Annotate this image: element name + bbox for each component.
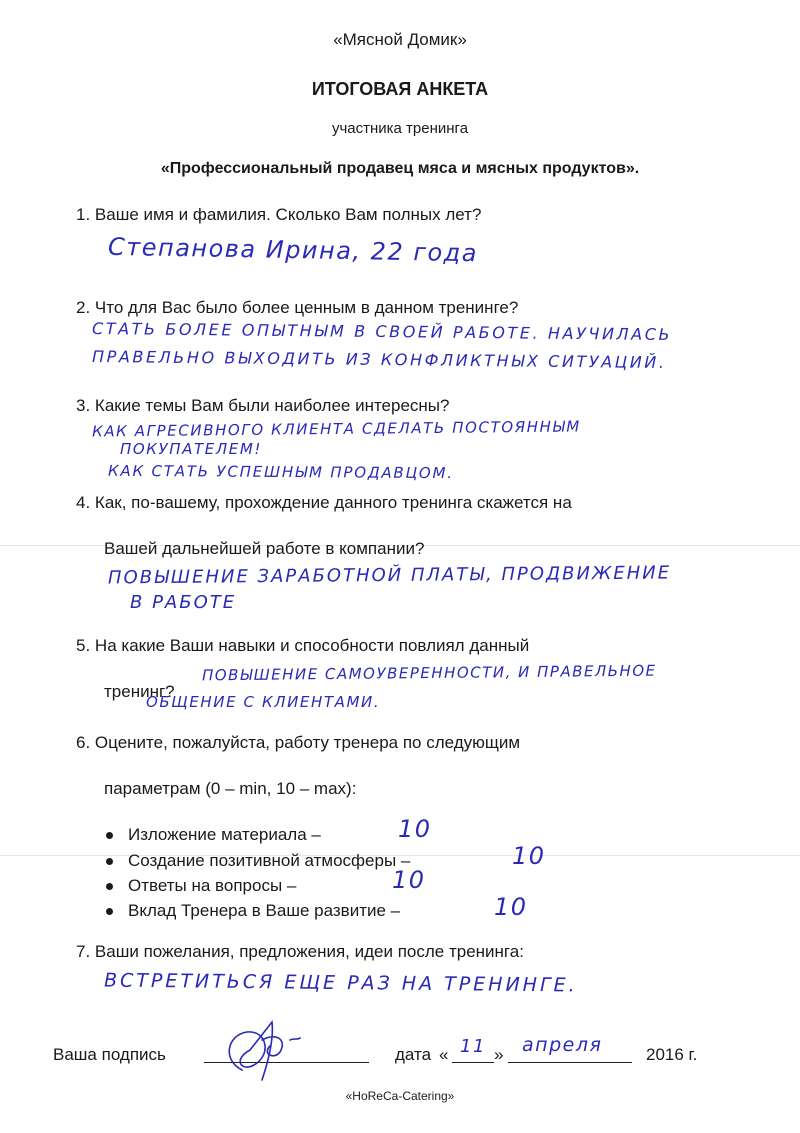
question-6-continued: параметрам (0 – min, 10 – max): [104, 779, 357, 798]
date-day-value: 11 [460, 1036, 486, 1057]
question-7: 7. Ваши пожелания, предложения, идеи после тренинга: [76, 942, 524, 961]
training-name: «Профессиональный продавец мяса и мясных продуктов». [160, 160, 640, 177]
date-quote-open: « [439, 1045, 449, 1064]
answer-4-line-2: В РАБОТЕ [130, 592, 237, 613]
bullet-icon [106, 908, 113, 915]
answer-3-line-1: КАК АГРЕСИВНОГО КЛИЕНТА СДЕЛАТЬ ПОСТОЯННЫМ [91, 417, 582, 441]
rating-label-3: Ответы на вопросы – [128, 876, 297, 895]
answer-3-line-3: КАК СТАТЬ УСПЕШНЫМ ПРОДАВЦОМ. [107, 461, 454, 483]
question-5-continued: тренинг? [104, 682, 175, 701]
signature-label: Ваша подпись [53, 1045, 166, 1064]
date-day-line [452, 1062, 494, 1063]
answer-5-line-2: ОБЩЕНИE С КЛИЕНТАМИ. [146, 693, 381, 711]
answer-3-line-2: ПОКУПАТЕЛЕМ! [120, 440, 262, 458]
bullet-icon [106, 832, 113, 839]
question-4: 4. Как, по-вашему, прохождение данного тренинга скажется на [76, 493, 572, 512]
rating-score-2: 10 [512, 842, 546, 870]
rating-label-1: Изложение материала – [128, 825, 321, 844]
rating-score-4: 10 [494, 893, 528, 921]
rating-label-4: Вклад Тренера в Ваше развитие – [128, 901, 401, 920]
rating-label-2: Создание позитивной атмосферы – [128, 851, 411, 870]
bullet-icon [106, 858, 113, 865]
answer-2-line-1: СТАТЬ БОЛЕЕ ОПЫТНЫМ В СВОЕЙ РАБОТЕ. НАУЧИЛАСЬ [91, 318, 673, 345]
answer-7: ВСТРЕТИТЬСЯ ЕЩЕ РАЗ НА ТРЕНИНГЕ. [103, 969, 578, 997]
date-label: дата [395, 1045, 432, 1064]
rating-score-1: 10 [398, 815, 432, 843]
document-title: ИТОГОВАЯ АНКЕТА [311, 79, 489, 99]
question-2: 2. Что для Вас было более ценным в данном тренинге? [76, 298, 519, 317]
question-6: 6. Оцените, пожалуйста, работу тренера по следующим [76, 733, 521, 752]
question-1: 1. Ваше имя и фамилия. Сколько Вам полных лет? [76, 205, 482, 224]
footer-brand: «HoReCa-Catering» [345, 1089, 455, 1103]
signature-drawing [212, 1010, 322, 1090]
date-month-value: апреля [522, 1034, 603, 1056]
question-3: 3. Какие темы Вам были наиболее интересны? [76, 396, 450, 415]
answer-2-line-2: ПРАВЕЛЬНО ВЫХОДИТЬ ИЗ КОНФЛИКТНЫХ СИТУАЦИЙ. [91, 346, 667, 373]
date-year: 2016 г. [646, 1045, 698, 1064]
company-name: «Мясной Домик» [333, 30, 467, 49]
question-4-continued: Вашей дальнейшей работе в компании? [104, 539, 425, 558]
date-month-line [508, 1062, 632, 1063]
rating-score-3: 10 [392, 866, 426, 894]
bullet-icon [106, 883, 113, 890]
answer-1: Степанова Ирина, 22 года [107, 232, 479, 268]
document-subtitle: участника тренинга [331, 120, 469, 137]
answer-5-line-1: ПОВЫШЕНИЕ САМОУВЕРЕННОСТИ, И ПРАВЕЛЬНОЕ [201, 661, 657, 685]
question-5: 5. На какие Ваши навыки и способности повлиял данный [76, 636, 530, 655]
answer-4-line-1: ПОВЫШЕНИЕ ЗАРАБОТНОЙ ПЛАТЫ, ПРОДВИЖЕНИЕ [107, 562, 672, 589]
date-quote-close: » [494, 1045, 504, 1064]
